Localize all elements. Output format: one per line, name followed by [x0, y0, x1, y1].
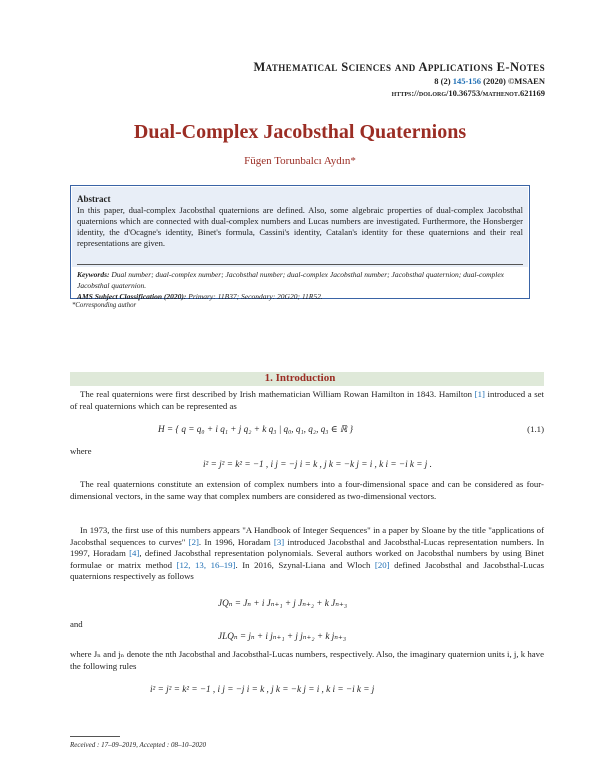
- paragraph-4: where Jₙ and jₙ denote the nth Jacobsthal and Jacobsthal-Lucas numbers, respectively. Also, the imaginary quaternion units i, j, k have the following rules: [70, 649, 544, 671]
- p3-text-c: introduced Jacobsthal and Jacobsthal-Lucas representation numbers. In 1997, Horadam: [70, 536, 544, 559]
- paragraph-2: The real quaternions constitute an extension of complex numbers into a four-dimensional space and can be considered as four-dimensional vectors, in the same way that complex numbers are considered as two-dimensional vectors.: [70, 479, 544, 501]
- journal-name: Mathematical Sciences and Applications E-Notes: [253, 60, 545, 74]
- section-title: 1. Introduction: [264, 372, 336, 384]
- citation-link[interactable]: [2]: [188, 536, 199, 547]
- doi-link[interactable]: https://doi.org/10.36753/mathenot.621169: [391, 88, 545, 98]
- equation-3: JQₙ = Jₙ + i Jₙ₊₁ + j Jₙ₊₂ + k Jₙ₊₃: [218, 598, 348, 608]
- equation-number: (1.1): [527, 424, 544, 434]
- p3-text-b: . In 1996, Horadam: [198, 536, 271, 547]
- volume-info: [434, 76, 545, 86]
- p1-text-a: The real quaternions were first described by Irish mathematician William Rowan Hamilton in 1843. Hamilton: [80, 389, 473, 399]
- equation-1: H = { q = q₀ + i q₁ + j q₂ + k q₃ | q₀, q₁, q₂, q₃ ∈ ℝ }: [158, 424, 354, 434]
- paragraph-3: [70, 525, 544, 583]
- keywords-text: Dual number; dual-complex number; Jacobsthal number; dual-complex Jacobsthal number; Jacobsthal quaternion; dual-complex Jacobsthal quaternion.: [77, 270, 504, 290]
- paragraph-1: [70, 389, 544, 412]
- ams-text: Primary: 11B37; Secondary: 20G20; 11R52.: [188, 292, 323, 301]
- paper-title: Dual-Complex Jacobsthal Quaternions: [133, 121, 467, 143]
- citation-link[interactable]: [1]: [474, 389, 485, 399]
- p3-text-e: . In 2016, Szynal-Liana and Wloch: [235, 559, 371, 570]
- abstract-heading: Abstract: [77, 194, 111, 204]
- citation-link[interactable]: [3]: [273, 536, 285, 547]
- equation-4: JLQₙ = jₙ + i jₙ₊₁ + j jₙ₊₂ + k jₙ₊₃: [218, 631, 347, 641]
- and-label: and: [70, 619, 83, 629]
- p3-text-f: defined Jacobsthal and Jacobsthal-Lucas quaternions respectively as follows: [70, 559, 545, 582]
- author-name: Fügen Torunbalcı Aydın*: [244, 155, 356, 167]
- p1-text-b: introduced a set of real quaternions which can be represented as: [70, 389, 544, 411]
- abstract-box: [70, 185, 530, 299]
- received-accepted-dates: Received : 17–09–2019, Accepted : 08–10–2020: [70, 741, 206, 749]
- ams-label: AMS Subject Classification (2020):: [77, 292, 187, 301]
- ams-classification: [77, 292, 523, 301]
- corresponding-author-note: *Corresponding author: [72, 302, 137, 309]
- page-range-link[interactable]: 145-156: [452, 76, 482, 86]
- volume: 8 (2): [434, 76, 451, 86]
- where-label: where: [70, 446, 92, 456]
- abstract-text: In this paper, dual-complex Jacobsthal quaternions are defined. Also, some algebraic properties of dual-complex Jacobsthal quaternions which are connected with dual-complex numbers and Lucas numbers are investigated. Furthermore, the Honsberger identity, the d'Ocagne's identity, Binet's formula, Cassini's identity, Catalan's identity for these quaternions and their real representations are given.: [77, 205, 523, 248]
- abstract-divider: [77, 264, 523, 265]
- p3-text-a: In 1973, the first use of this numbers appears "A Handbook of Integer Sequences" in a paper by Sloane by the title "applications of Jacobsthal sequences to curves": [70, 525, 544, 547]
- citation-link[interactable]: [12, 13, 16–19]: [176, 559, 236, 570]
- p3-text-d: , defined Jacobsthal representation polynomials. Several authors worked on Jacobsthal numbers by using Binet formulae or matrix method: [70, 548, 544, 570]
- citation-link[interactable]: [4]: [129, 548, 140, 559]
- equation-2: i² = j² = k² = −1 , i j = −j i = k , j k = −k j = i , k i = −i k = j .: [203, 459, 432, 469]
- year-publisher: (2020) ©MSAEN: [483, 76, 545, 86]
- keywords-label: Keywords:: [77, 270, 110, 279]
- keywords: [77, 270, 523, 291]
- equation-5: i² = j² = k² = −1 , i j = −j i = k , j k = −k j = i , k i = −i k = j: [150, 684, 375, 694]
- footer-divider: [70, 736, 120, 737]
- citation-link[interactable]: [20]: [374, 559, 390, 570]
